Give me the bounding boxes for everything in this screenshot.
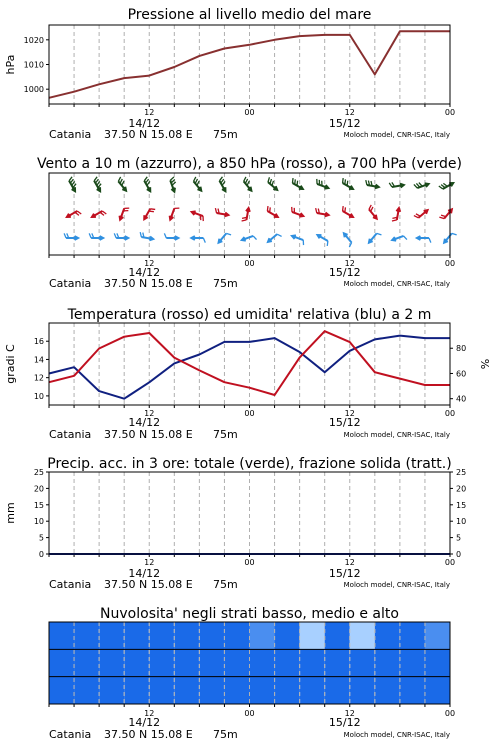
x-tick-label: 00 [444, 409, 456, 418]
wind-barb-700 [144, 177, 150, 191]
barb-feather [146, 179, 149, 183]
y-tick-label: 5 [38, 533, 44, 543]
cloud-cell-alto [350, 622, 375, 649]
wind-barb-700 [69, 177, 76, 191]
x-tick-label: 12 [344, 108, 355, 117]
barb-feather [343, 178, 344, 183]
barb-feather [369, 205, 371, 209]
model-credit: Moloch model, CNR-ISAC, Italy [343, 581, 450, 589]
x-date-label: 15/12 [328, 416, 361, 429]
barb-feather [195, 179, 197, 183]
barb-feather [389, 183, 392, 187]
barb-feather [69, 177, 72, 181]
barb-feather [242, 220, 247, 221]
cloud-cell-alto [149, 622, 174, 649]
barb-feather [247, 181, 249, 185]
x-tick-label: 12 [144, 709, 155, 718]
barb-feather [416, 183, 419, 187]
wind-barb-10m [64, 233, 78, 240]
y2-axis-label: % [479, 358, 492, 370]
y2-tick-label: 5 [456, 533, 462, 543]
barb-feather [404, 236, 407, 240]
barb-feather [414, 184, 417, 188]
x-tick-label: 00 [444, 558, 456, 567]
barb-feather [295, 179, 296, 184]
cloud-cell-alto [400, 622, 425, 649]
wind-barb-10m [140, 232, 153, 240]
y-tick-label: 1020 [23, 35, 44, 45]
barb-feather [327, 241, 328, 246]
wind-barb-10m [89, 233, 103, 240]
cloud-cell-basso [300, 677, 325, 704]
y-tick-label: 25 [33, 468, 44, 477]
barb-feather [102, 211, 106, 214]
barb-feather [441, 185, 445, 188]
y-tick-label: 20 [33, 484, 44, 494]
barb-feather [439, 186, 443, 189]
barb-feather [219, 177, 222, 181]
wind-barb-700 [389, 182, 404, 187]
y2-tick-label: 10 [456, 517, 467, 527]
wind-barb-10m [317, 235, 327, 246]
barb-feather [292, 178, 293, 183]
cloud-cell-alto [74, 622, 99, 649]
panel-clouds [49, 606, 455, 741]
cloud-cell-medio [350, 649, 375, 676]
chart-title: Precip. acc. in 3 ore: totale (verde), frazione solida (tratt.) [47, 456, 452, 472]
location-elevation: 75m [213, 128, 238, 141]
cloud-cell-alto [300, 622, 325, 649]
y2-tick-label: 0 [456, 550, 462, 559]
model-credit: Moloch model, CNR-ISAC, Italy [343, 280, 450, 288]
wind-barb-850 [392, 208, 400, 221]
x-tick-label: 12 [144, 409, 155, 418]
barb-feather [114, 233, 116, 238]
location-name: Catania [49, 428, 92, 441]
wind-barb-850 [316, 208, 329, 216]
plot-frame [49, 25, 450, 104]
panel-pressure [4, 7, 455, 141]
barb-feather [100, 212, 104, 215]
x-date-label: 15/12 [328, 266, 361, 279]
wind-barb-700 [414, 183, 429, 188]
location-elevation: 75m [213, 578, 238, 591]
cloud-cell-alto [99, 622, 124, 649]
cloud-cell-basso [325, 677, 350, 704]
barb-feather [118, 177, 120, 181]
location-elevation: 75m [213, 728, 238, 741]
x-date-label: 14/12 [128, 266, 161, 279]
barb-feather [416, 214, 420, 216]
barb-feather [95, 179, 98, 183]
cloud-cell-alto [250, 622, 275, 649]
barb-feather [277, 234, 281, 236]
barb-feather [221, 179, 224, 183]
barb-feather [377, 233, 382, 234]
barb-feather [253, 236, 256, 240]
cloud-cell-medio [400, 649, 425, 676]
y-tick-label: 15 [33, 500, 44, 510]
y2-tick-label: 20 [456, 484, 467, 494]
barb-feather [140, 232, 141, 237]
cloud-cell-basso [425, 677, 450, 704]
barb-feather [245, 179, 247, 183]
x-date-label: 14/12 [128, 416, 161, 429]
x-date-label: 14/12 [128, 567, 161, 580]
cloud-cell-medio [300, 649, 325, 676]
location-coords: 37.50 N 15.08 E [104, 728, 193, 741]
wind-barb-10m [417, 236, 431, 243]
wind-barb-700 [292, 178, 302, 189]
wind-barb-10m [164, 233, 178, 240]
cloud-cell-medio [74, 649, 99, 676]
cloud-cell-medio [375, 649, 400, 676]
cloud-cell-basso [149, 677, 174, 704]
panel-wind [37, 156, 462, 290]
x-tick-label: 12 [344, 409, 355, 418]
cloud-cell-basso [199, 677, 224, 704]
wind-barb-850 [215, 208, 228, 216]
cloud-cell-basso [174, 677, 199, 704]
cloud-cell-medio [425, 649, 450, 676]
y-tick-label: 14 [33, 355, 44, 365]
barb-feather [429, 238, 431, 243]
y-tick-label: 16 [33, 337, 44, 347]
barb-feather [94, 177, 97, 181]
cloud-cell-medio [325, 649, 350, 676]
y2-tick-label: 40 [456, 394, 467, 404]
barb-feather [371, 207, 373, 211]
location-coords: 37.50 N 15.08 E [104, 578, 193, 591]
barb-feather [203, 238, 205, 243]
barb-feather [70, 179, 73, 183]
cloud-cell-alto [325, 622, 350, 649]
x-tick-label: 12 [144, 108, 155, 117]
cloud-cell-medio [99, 649, 124, 676]
model-credit: Moloch model, CNR-ISAC, Italy [343, 131, 450, 139]
y-axis-label: mm [4, 502, 17, 524]
barb-feather [75, 212, 79, 215]
y-tick-label: 10 [33, 391, 44, 401]
location-coords: 37.50 N 15.08 E [104, 428, 193, 441]
chart-title: Nuvolosita' negli strati basso, medio e alto [100, 606, 399, 622]
plot-frame [49, 173, 450, 255]
model-credit: Moloch model, CNR-ISAC, Italy [343, 431, 450, 439]
y2-tick-label: 15 [456, 500, 467, 510]
barb-feather [149, 211, 154, 212]
x-tick-label: 00 [244, 108, 255, 117]
barb-feather [414, 216, 418, 218]
wind-barb-850 [242, 208, 250, 221]
wind-barb-700 [219, 177, 225, 191]
barb-feather [120, 179, 122, 183]
x-date-label: 14/12 [128, 117, 161, 130]
x-tick-label: 00 [244, 558, 255, 567]
barb-feather [297, 181, 298, 186]
barb-feather [268, 177, 269, 182]
cloud-cell-alto [174, 622, 199, 649]
cloud-cell-medio [124, 649, 149, 676]
x-date-label: 14/12 [128, 716, 161, 729]
y-axis-label: hPa [4, 54, 17, 75]
barb-feather [392, 220, 397, 221]
x-tick-label: 00 [444, 709, 456, 718]
location-name: Catania [49, 277, 92, 290]
cloud-cell-basso [49, 677, 74, 704]
wind-barb-700 [366, 180, 379, 188]
cloud-cell-medio [199, 649, 224, 676]
model-credit: Moloch model, CNR-ISAC, Italy [343, 731, 450, 739]
plot-frame [49, 472, 450, 554]
x-tick-label: 12 [144, 259, 155, 268]
barb-feather [144, 177, 147, 181]
wind-barb-700 [244, 177, 252, 191]
wind-barb-10m [292, 235, 304, 245]
cloud-cell-basso [275, 677, 300, 704]
location-elevation: 75m [213, 428, 238, 441]
location-coords: 37.50 N 15.08 E [104, 277, 193, 290]
barb-feather [150, 209, 155, 210]
cloud-cell-medio [250, 649, 275, 676]
cloud-cell-alto [124, 622, 149, 649]
x-tick-label: 12 [344, 709, 355, 718]
wind-barb-850 [414, 210, 428, 218]
wind-barb-10m [114, 233, 128, 240]
wind-barb-850 [267, 206, 277, 217]
barb-feather [270, 179, 271, 184]
barb-feather [64, 233, 66, 238]
wind-barb-850 [343, 206, 353, 217]
wind-barb-700 [170, 177, 175, 192]
y-tick-label: 0 [38, 550, 44, 559]
cloud-cell-basso [74, 677, 99, 704]
barb-feather [343, 206, 344, 211]
wind-barb-700 [439, 183, 453, 189]
location-coords: 37.50 N 15.08 E [104, 128, 193, 141]
panel-precip [4, 456, 466, 591]
barb-feather [197, 181, 199, 185]
barb-feather [215, 208, 216, 213]
barb-feather [366, 180, 367, 185]
wind-barb-700 [94, 177, 101, 191]
cloud-cell-medio [275, 649, 300, 676]
barb-feather [270, 207, 271, 212]
x-date-label: 15/12 [328, 716, 361, 729]
barb-feather [89, 233, 91, 238]
y-tick-label: 1010 [23, 60, 44, 70]
location-name: Catania [49, 128, 92, 141]
barb-feather [316, 208, 317, 213]
cloud-cell-basso [350, 677, 375, 704]
cloud-cell-alto [199, 622, 224, 649]
x-tick-label: 00 [244, 259, 255, 268]
chart-title: Temperatura (rosso) ed umidita' relativa (blu) a 2 m [67, 307, 432, 323]
y2-tick-label: 25 [456, 468, 467, 477]
cloud-cell-medio [149, 649, 174, 676]
plot-frame [49, 323, 450, 405]
cloud-cell-basso [250, 677, 275, 704]
cloud-cell-alto [375, 622, 400, 649]
barb-feather [194, 177, 196, 181]
x-date-label: 15/12 [328, 117, 361, 130]
barb-feather [122, 181, 124, 185]
barb-feather [244, 177, 246, 181]
wind-barb-700 [118, 177, 126, 191]
barb-feather [443, 183, 447, 186]
y2-tick-label: 60 [456, 369, 467, 379]
location-name: Catania [49, 578, 92, 591]
chart-title: Pressione al livello medio del mare [127, 7, 372, 23]
barb-feather [226, 233, 231, 234]
x-date-label: 15/12 [328, 567, 361, 580]
barb-feather [419, 183, 422, 187]
wind-barb-850 [292, 207, 304, 217]
x-tick-label: 00 [444, 108, 456, 117]
barb-feather [439, 217, 444, 218]
wind-barb-700 [268, 177, 277, 189]
cloud-cell-basso [99, 677, 124, 704]
barb-feather [267, 206, 268, 211]
barb-feather [170, 177, 174, 180]
barb-feather [441, 215, 446, 216]
wind-barb-850 [192, 211, 204, 221]
wind-barb-700 [194, 177, 202, 191]
cloud-cell-alto [275, 622, 300, 649]
location-name: Catania [49, 728, 92, 741]
y-tick-label: 12 [33, 373, 44, 383]
x-tick-label: 00 [444, 259, 456, 268]
wind-barb-10m [191, 236, 205, 243]
x-tick-label: 12 [344, 558, 355, 567]
y2-tick-label: 80 [456, 344, 467, 354]
cloud-cell-alto [224, 622, 249, 649]
cloud-cell-basso [124, 677, 149, 704]
x-tick-label: 12 [344, 259, 355, 268]
barb-feather [77, 211, 81, 214]
barb-feather [452, 233, 457, 234]
barb-feather [164, 233, 166, 238]
cloud-cell-basso [400, 677, 425, 704]
x-tick-label: 00 [244, 709, 255, 718]
barb-feather [345, 179, 346, 184]
wind-barb-850 [369, 205, 377, 219]
cloud-cell-medio [224, 649, 249, 676]
barb-feather [272, 181, 273, 186]
panel-temp_rh [4, 307, 492, 441]
barb-feather [345, 207, 346, 212]
barb-feather [347, 181, 348, 186]
wind-barb-700 [343, 178, 353, 189]
cloud-cell-basso [375, 677, 400, 704]
x-tick-label: 12 [144, 558, 155, 567]
wind-barb-700 [317, 179, 329, 189]
cloud-cell-medio [174, 649, 199, 676]
cloud-cell-alto [425, 622, 450, 649]
chart-title: Vento a 10 m (azzurro), a 850 hPa (rosso), a 700 hPa (verde) [36, 156, 463, 172]
cloud-cell-medio [49, 649, 74, 676]
cloud-cell-alto [49, 622, 74, 649]
cloud-cell-basso [224, 677, 249, 704]
location-elevation: 75m [213, 277, 238, 290]
y-tick-label: 10 [33, 517, 44, 527]
y-tick-label: 1000 [23, 85, 44, 95]
x-tick-label: 00 [244, 409, 255, 418]
wind-barb-10m [344, 233, 352, 247]
y-axis-label: gradi C [4, 344, 17, 384]
